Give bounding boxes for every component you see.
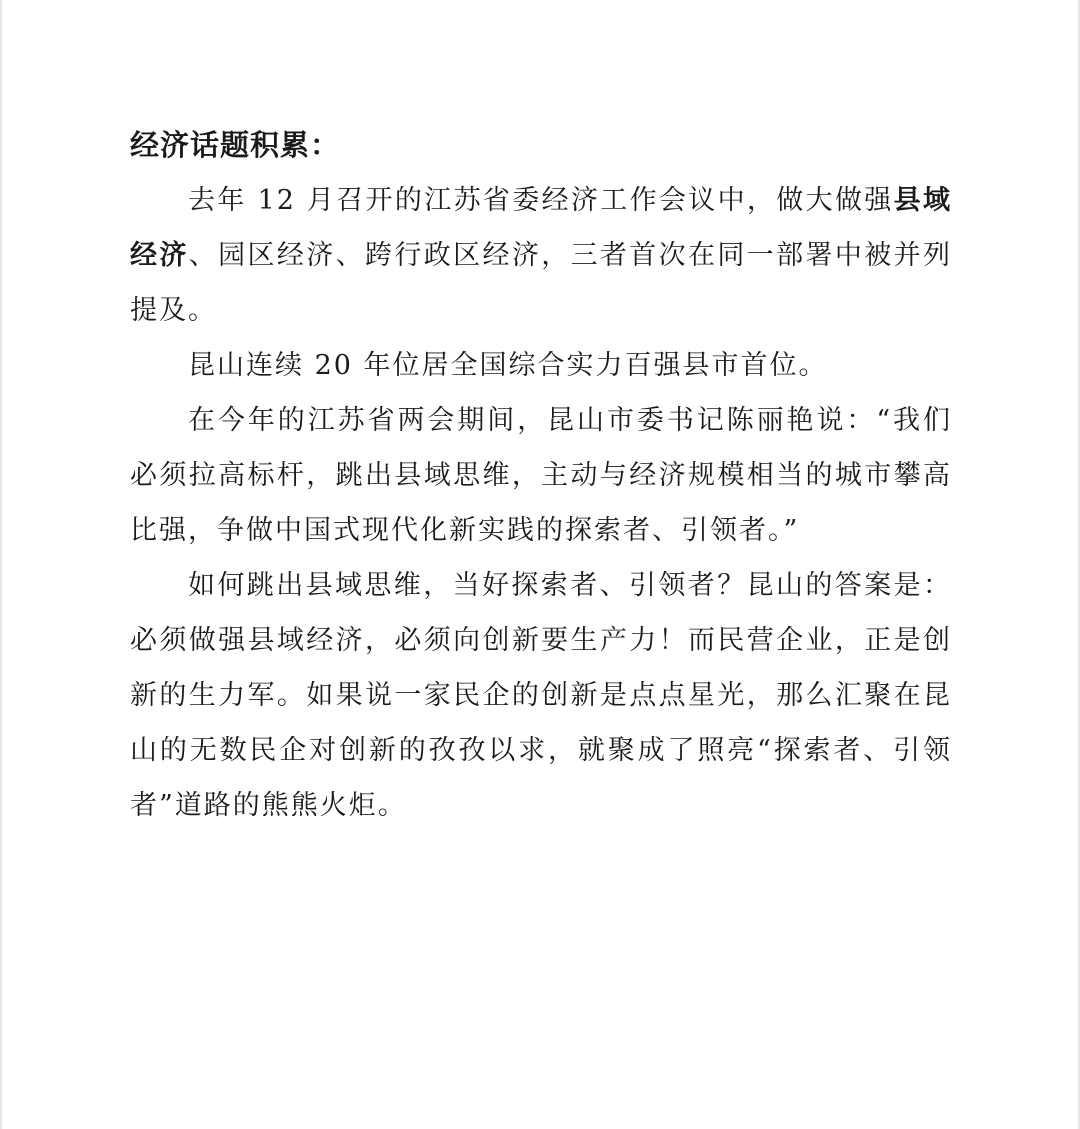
paragraph-4: 如何跳出县域思维，当好探索者、引领者？昆山的答案是：必须做强县域经济，必须向创新要生产力！而民营企业，正是创新的生力军。如果说一家民企的创新是点点星光，那么汇聚在昆山的无数民企对创新的孜孜以求，就聚成了照亮“探索者、引领者”道路的熊熊火炬。: [130, 570, 952, 821]
paragraph-1-bold-term: 县域经济: [130, 185, 952, 271]
paragraph-1: [130, 173, 952, 338]
paragraph-1-text-start: 去年 12 月召开的江苏省委经济工作会议中，做大做强: [188, 185, 894, 216]
page-left-edge: [0, 0, 2, 1129]
document-heading: 经济话题积累：: [130, 128, 341, 162]
paragraph-1-text-end: 、园区经济、跨行政区经济，三者首次在同一部署中被并列提及。: [130, 240, 953, 326]
document-body: [130, 118, 952, 833]
paragraph-3: 在今年的江苏省两会期间，昆山市委书记陈丽艳说：“我们必须拉高标杆，跳出县域思维，主动与经济规模相当的城市攀高比强，争做中国式现代化新实践的探索者、引领者。”: [130, 405, 952, 546]
paragraph-2: 昆山连续 20 年位居全国综合实力百强县市首位。: [188, 350, 828, 381]
